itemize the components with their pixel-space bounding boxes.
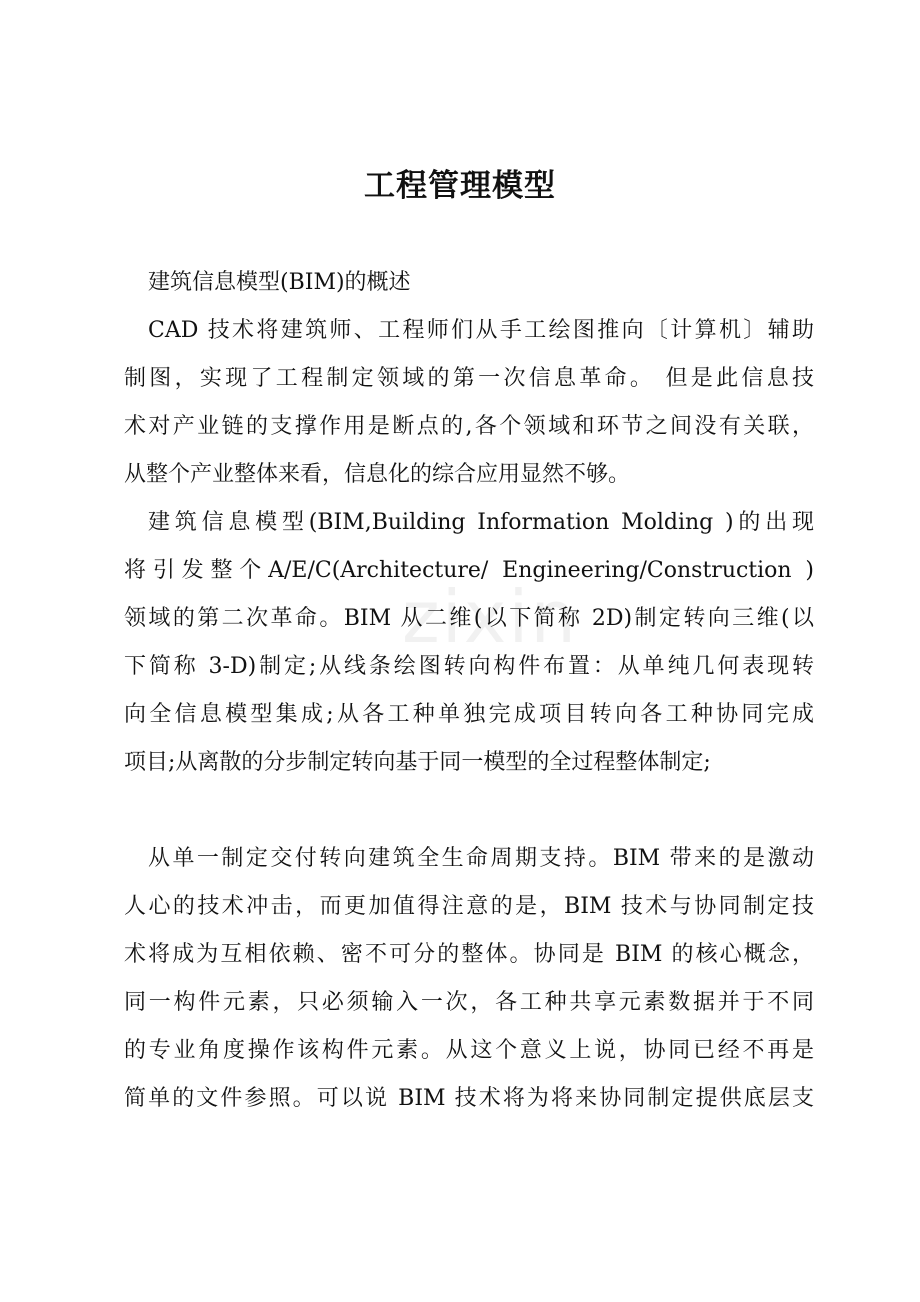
paragraph-line: CAD 技术将建筑师、工程师们从手工绘图推向〔计算机〕辅助 xyxy=(148,318,814,343)
paragraph-line: 从整个产业整体来看，信息化的综合应用显然不够。 xyxy=(124,462,631,487)
paragraph-line: 简单的文件参照。可以说 BIM 技术将为将来协同制定提供底层支 xyxy=(124,1086,814,1111)
paragraph-line: 术对产业链的支撑作用是断点的,各个领域和环节之间没有关联， xyxy=(124,414,814,439)
section-heading xyxy=(124,259,814,307)
section-heading-text: 建筑信息模型(BIM)的概述 xyxy=(148,270,411,295)
paragraph-1 xyxy=(124,307,814,499)
paragraph-line: 建筑信息模型(BIM,Building Information Molding )的出现 xyxy=(148,510,814,535)
paragraph-line: 领域的第二次革命。BIM 从二维(以下简称 2D)制定转向三维(以 xyxy=(124,606,814,631)
paragraph-line: 同一构件元素，只必须输入一次，各工种共享元素数据并于不同 xyxy=(124,990,814,1015)
paragraph-line: 向全信息模型集成;从各工种单独完成项目转向各工种协同完成 xyxy=(124,702,814,727)
paragraph-line: 人心的技术冲击，而更加值得注意的是，BIM 技术与协同制定技 xyxy=(124,894,814,919)
paragraph-line: 项目;从离散的分步制定转向基于同一模型的全过程整体制定; xyxy=(124,750,711,775)
watermark-logo: zixin xyxy=(401,575,579,659)
paragraph-line: 的专业角度操作该构件元素。从这个意义上说，协同已经不再是 xyxy=(124,1038,814,1063)
paragraph-line: 制图，实现了工程制定领域的第一次信息革命。 但是此信息技 xyxy=(124,366,814,391)
paragraph-2 xyxy=(124,499,814,787)
paragraph-line: 下简称 3-D)制定;从线条绘图转向构件布置：从单纯几何表现转 xyxy=(124,654,814,679)
paragraph-line: 将引发整个A/E/C(Architecture/ Engineering/Construction ) xyxy=(124,558,814,583)
paragraph-line: 从单一制定交付转向建筑全生命周期支持。BIM 带来的是激动 xyxy=(148,846,814,871)
page-title: 工程管理模型 xyxy=(364,168,556,204)
paragraph-3 xyxy=(124,835,814,1123)
paragraph-line: 术将成为互相依赖、密不可分的整体。协同是 BIM 的核心概念， xyxy=(124,942,814,967)
